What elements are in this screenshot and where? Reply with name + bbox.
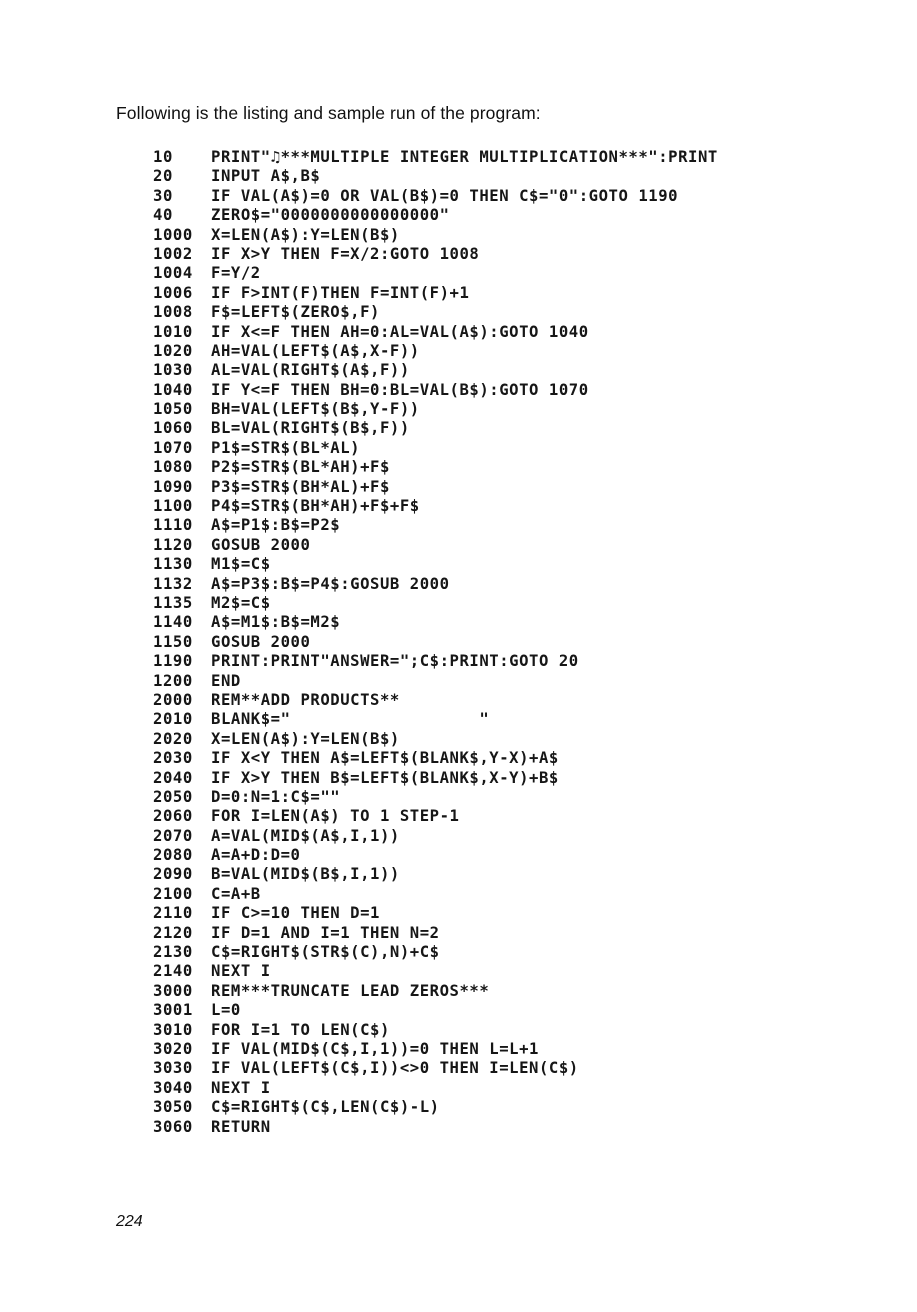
code-line (153, 381, 718, 400)
code-line (153, 633, 718, 652)
code-line (153, 342, 718, 361)
code-line (153, 284, 718, 303)
line-number: 40 (153, 206, 173, 225)
line-code: PRINT:PRINT"ANSWER=";C$:PRINT:GOTO 20 (211, 652, 579, 671)
code-line (153, 536, 718, 555)
code-line (153, 788, 718, 807)
line-number: 3010 (153, 1020, 193, 1039)
line-number: 1120 (153, 535, 193, 554)
line-number: 1002 (153, 244, 193, 263)
line-code: IF X<Y THEN A$=LEFT$(BLANK$,Y-X)+A$ (211, 749, 559, 768)
line-code: P4$=STR$(BH*AH)+F$+F$ (211, 497, 420, 516)
line-code: INPUT A$,B$ (211, 167, 321, 186)
line-number: 30 (153, 186, 173, 205)
line-number: 2100 (153, 884, 193, 903)
code-line (153, 982, 718, 1001)
line-number: 1006 (153, 283, 193, 302)
line-number: 2140 (153, 962, 193, 981)
code-line (153, 1021, 718, 1040)
line-number: 1030 (153, 361, 193, 380)
line-number: 1135 (153, 593, 193, 612)
line-number: 1080 (153, 458, 193, 477)
line-number: 1040 (153, 380, 193, 399)
line-number: 2110 (153, 904, 193, 923)
code-line (153, 1098, 718, 1117)
code-line (153, 303, 718, 322)
line-code: A=VAL(MID$(A$,I,1)) (211, 826, 400, 845)
code-line (153, 555, 718, 574)
line-code: IF VAL(A$)=0 OR VAL(B$)=0 THEN C$="0":GOTO 1190 (211, 186, 679, 205)
line-number: 1090 (153, 477, 193, 496)
line-number: 1010 (153, 322, 193, 341)
line-number: 3050 (153, 1098, 193, 1117)
line-code: M2$=C$ (211, 593, 271, 612)
line-number: 1200 (153, 671, 193, 690)
code-line (153, 962, 718, 981)
line-code: FOR I=1 TO LEN(C$) (211, 1020, 390, 1039)
code-line (153, 419, 718, 438)
code-line (153, 187, 718, 206)
line-code: C=A+B (211, 884, 261, 903)
line-code: END (211, 671, 241, 690)
line-number: 2030 (153, 749, 193, 768)
line-number: 2120 (153, 923, 193, 942)
line-code: AL=VAL(RIGHT$(A$,F)) (211, 361, 410, 380)
line-number: 2080 (153, 846, 193, 865)
line-number: 20 (153, 167, 173, 186)
line-code: GOSUB 2000 (211, 632, 311, 651)
line-code: NEXT I (211, 1078, 271, 1097)
line-number: 1190 (153, 652, 193, 671)
program-listing (153, 148, 718, 1137)
code-line (153, 226, 718, 245)
code-line (153, 924, 718, 943)
line-number: 3060 (153, 1117, 193, 1136)
line-number: 2000 (153, 690, 193, 709)
code-line (153, 1059, 718, 1078)
line-number: 1008 (153, 303, 193, 322)
line-number: 1130 (153, 555, 193, 574)
code-line (153, 400, 718, 419)
code-line (153, 594, 718, 613)
line-code: A$=P1$:B$=P2$ (211, 516, 341, 535)
code-line (153, 710, 718, 729)
code-line (153, 458, 718, 477)
line-number: 3000 (153, 981, 193, 1000)
line-number: 1100 (153, 497, 193, 516)
code-line (153, 1079, 718, 1098)
code-line (153, 691, 718, 710)
line-code: IF VAL(MID$(C$,I,1))=0 THEN L=L+1 (211, 1039, 539, 1058)
line-code: IF C>=10 THEN D=1 (211, 904, 380, 923)
line-number: 2130 (153, 943, 193, 962)
line-number: 1060 (153, 419, 193, 438)
line-code: F=Y/2 (211, 264, 261, 283)
line-code: F$=LEFT$(ZERO$,F) (211, 303, 380, 322)
line-code: IF X>Y THEN F=X/2:GOTO 1008 (211, 244, 480, 263)
code-line (153, 672, 718, 691)
line-number: 2010 (153, 710, 193, 729)
code-line (153, 1118, 718, 1137)
line-code: REM**ADD PRODUCTS** (211, 690, 400, 709)
line-code: IF X>Y THEN B$=LEFT$(BLANK$,X-Y)+B$ (211, 768, 559, 787)
line-code: IF D=1 AND I=1 THEN N=2 (211, 923, 440, 942)
line-number: 3020 (153, 1039, 193, 1058)
line-number: 1050 (153, 400, 193, 419)
line-code: BH=VAL(LEFT$(B$,Y-F)) (211, 400, 420, 419)
line-code: X=LEN(A$):Y=LEN(B$) (211, 225, 400, 244)
page-number: 224 (116, 1213, 143, 1230)
line-number: 3040 (153, 1078, 193, 1097)
line-code: PRINT"♫***MULTIPLE INTEGER MULTIPLICATION***":PRINT (211, 148, 718, 166)
line-number: 2060 (153, 807, 193, 826)
line-code: B=VAL(MID$(B$,I,1)) (211, 865, 400, 884)
line-code: X=LEN(A$):Y=LEN(B$) (211, 729, 400, 748)
code-line (153, 1001, 718, 1020)
line-code: AH=VAL(LEFT$(A$,X-F)) (211, 341, 420, 360)
line-code: A$=M1$:B$=M2$ (211, 613, 341, 632)
line-number: 1132 (153, 574, 193, 593)
line-code: P1$=STR$(BL*AL) (211, 438, 361, 457)
code-line (153, 749, 718, 768)
line-code: ZERO$="0000000000000000" (211, 206, 450, 225)
code-line (153, 846, 718, 865)
code-line (153, 827, 718, 846)
line-code: IF Y<=F THEN BH=0:BL=VAL(B$):GOTO 1070 (211, 380, 589, 399)
line-number: 1070 (153, 438, 193, 457)
line-code: FOR I=LEN(A$) TO 1 STEP-1 (211, 807, 460, 826)
code-line (153, 865, 718, 884)
code-line (153, 478, 718, 497)
line-code: A=A+D:D=0 (211, 846, 301, 865)
code-line (153, 497, 718, 516)
intro-paragraph: Following is the listing and sample run of the program: (116, 103, 541, 123)
line-code: D=0:N=1:C$="" (211, 787, 341, 806)
code-line (153, 885, 718, 904)
code-line (153, 148, 718, 167)
code-line (153, 730, 718, 749)
code-line (153, 245, 718, 264)
line-code: C$=RIGHT$(STR$(C),N)+C$ (211, 943, 440, 962)
code-line (153, 904, 718, 923)
line-number: 2020 (153, 729, 193, 748)
line-number: 2070 (153, 826, 193, 845)
line-code: P2$=STR$(BL*AH)+F$ (211, 458, 390, 477)
line-code: BLANK$=" " (211, 710, 490, 729)
line-number: 2090 (153, 865, 193, 884)
code-line (153, 516, 718, 535)
line-number: 1000 (153, 225, 193, 244)
line-code: IF X<=F THEN AH=0:AL=VAL(A$):GOTO 1040 (211, 322, 589, 341)
line-code: GOSUB 2000 (211, 535, 311, 554)
line-code: L=0 (211, 1001, 241, 1020)
code-line (153, 167, 718, 186)
line-code: C$=RIGHT$(C$,LEN(C$)-L) (211, 1098, 440, 1117)
line-number: 1110 (153, 516, 193, 535)
line-number: 3030 (153, 1059, 193, 1078)
line-number: 1004 (153, 264, 193, 283)
line-number: 10 (153, 148, 173, 166)
code-line (153, 769, 718, 788)
line-number: 2050 (153, 787, 193, 806)
code-line (153, 439, 718, 458)
line-number: 1140 (153, 613, 193, 632)
code-line (153, 1040, 718, 1059)
line-number: 3001 (153, 1001, 193, 1020)
line-code: M1$=C$ (211, 555, 271, 574)
line-code: IF VAL(LEFT$(C$,I))<>0 THEN I=LEN(C$) (211, 1059, 579, 1078)
line-code: NEXT I (211, 962, 271, 981)
code-line (153, 807, 718, 826)
code-line (153, 943, 718, 962)
code-line (153, 652, 718, 671)
line-code: BL=VAL(RIGHT$(B$,F)) (211, 419, 410, 438)
code-line (153, 206, 718, 225)
code-line (153, 613, 718, 632)
line-code: A$=P3$:B$=P4$:GOSUB 2000 (211, 574, 450, 593)
code-line (153, 575, 718, 594)
line-code: RETURN (211, 1117, 271, 1136)
line-number: 2040 (153, 768, 193, 787)
line-code: IF F>INT(F)THEN F=INT(F)+1 (211, 283, 470, 302)
code-line (153, 361, 718, 380)
line-code: P3$=STR$(BH*AL)+F$ (211, 477, 390, 496)
line-code: REM***TRUNCATE LEAD ZEROS*** (211, 981, 490, 1000)
code-line (153, 323, 718, 342)
line-number: 1150 (153, 632, 193, 651)
code-line (153, 264, 718, 283)
line-number: 1020 (153, 341, 193, 360)
